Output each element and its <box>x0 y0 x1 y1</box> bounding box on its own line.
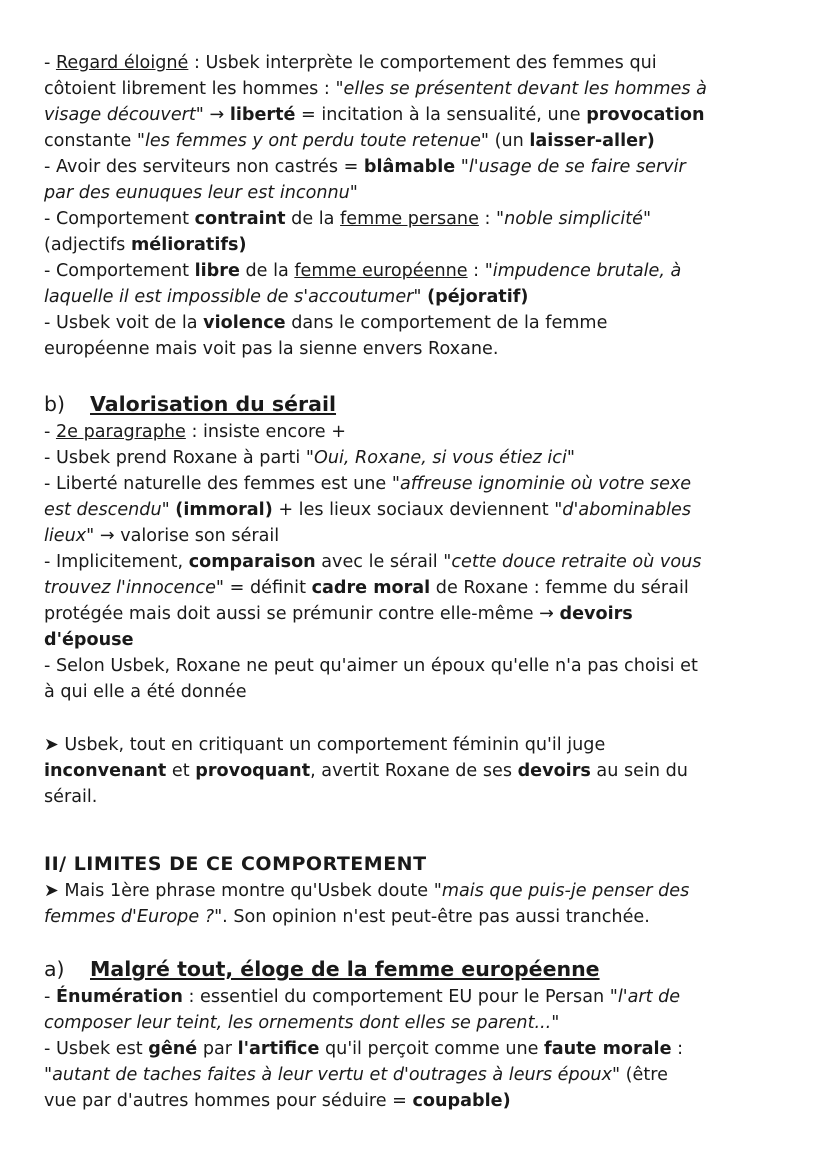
text-line: - Implicitement, comparaison avec le sérail "cette douce retraite où vous <box>44 552 702 572</box>
text-line: - Usbek est gêné par l'artifice qu'il perçoit comme une faute morale : <box>44 1039 684 1059</box>
text-line: femmes d'Europe ?". Son opinion n'est peut-être pas aussi tranchée. <box>44 907 650 927</box>
text-line: - Usbek voit de la violence dans le comportement de la femme <box>44 313 608 333</box>
section-eloge-femme-europeenne <box>44 984 804 1114</box>
heading-eloge-femme-europeenne <box>44 954 804 984</box>
text-line: est descendu" (immoral) + les lieux sociaux deviennent "d'abominables <box>44 500 692 520</box>
text-line: visage découvert" → liberté = incitation à la sensualité, une provocation <box>44 105 705 125</box>
conclusion-paragraph <box>44 732 804 810</box>
heading-part-ii <box>44 850 804 878</box>
text-line: lieux" → valorise son sérail <box>44 526 280 546</box>
heading-label: a) <box>44 957 65 981</box>
heading-valorisation-serail <box>44 389 804 419</box>
text-line: européenne mais voit pas la sienne envers Roxane. <box>44 339 499 359</box>
section-regard-eloigne <box>44 50 804 362</box>
text-line: composer leur teint, les ornements dont elles se parent..." <box>44 1013 560 1033</box>
text-line: - Comportement libre de la femme européenne : "impudence brutale, à <box>44 261 682 281</box>
text-line: "autant de taches faites à leur vertu et d'outrages à leurs époux" (être <box>44 1065 668 1085</box>
text-line: inconvenant et provoquant, avertit Roxane de ses devoirs au sein du <box>44 761 688 781</box>
text-line: ➤ Usbek, tout en critiquant un comportement féminin qu'il juge <box>44 735 606 755</box>
heading-title: Valorisation du sérail <box>90 392 337 416</box>
text-line: laquelle il est impossible de s'accoutumer" (péjoratif) <box>44 287 529 307</box>
intro-part-ii <box>44 878 804 930</box>
text-line: - Liberté naturelle des femmes est une "affreuse ignominie où votre sexe <box>44 474 692 494</box>
text-line: protégée mais doit aussi se prémunir contre elle-même → devoirs <box>44 604 633 624</box>
text-line: (adjectifs mélioratifs) <box>44 235 247 255</box>
text-line: - Regard éloigné : Usbek interprète le comportement des femmes qui <box>44 53 657 73</box>
text-line: côtoient librement les hommes : "elles se présentent devant les hommes à <box>44 79 707 99</box>
text-line: vue par d'autres hommes pour séduire = coupable) <box>44 1091 511 1111</box>
heading-title: Malgré tout, éloge de la femme européenne <box>90 957 600 981</box>
text-line: ➤ Mais 1ère phrase montre qu'Usbek doute "mais que puis-je penser des <box>44 881 690 901</box>
heading-label: b) <box>44 392 66 416</box>
section-valorisation-serail <box>44 419 804 705</box>
text-line: - 2e paragraphe : insiste encore + <box>44 422 346 442</box>
text-line: sérail. <box>44 787 98 807</box>
text-line: - Usbek prend Roxane à parti "Oui, Roxane, si vous étiez ici" <box>44 448 575 468</box>
text-line: trouvez l'innocence" = définit cadre moral de Roxane : femme du sérail <box>44 578 689 598</box>
text-line: constante "les femmes y ont perdu toute retenue" (un laisser-aller) <box>44 131 655 151</box>
text-line: - Énumération : essentiel du comportement EU pour le Persan "l'art de <box>44 987 681 1007</box>
text-line: - Avoir des serviteurs non castrés = blâmable "l'usage de se faire servir <box>44 157 686 177</box>
text-line: d'épouse <box>44 630 134 650</box>
text-line: - Comportement contraint de la femme persane : "noble simplicité" <box>44 209 652 229</box>
text-line: à qui elle a été donnée <box>44 682 247 702</box>
text-line: par des eunuques leur est inconnu" <box>44 183 358 203</box>
text-line: - Selon Usbek, Roxane ne peut qu'aimer un époux qu'elle n'a pas choisi et <box>44 656 698 676</box>
page-heading: II/ LIMITES DE CE COMPORTEMENT <box>44 853 427 875</box>
